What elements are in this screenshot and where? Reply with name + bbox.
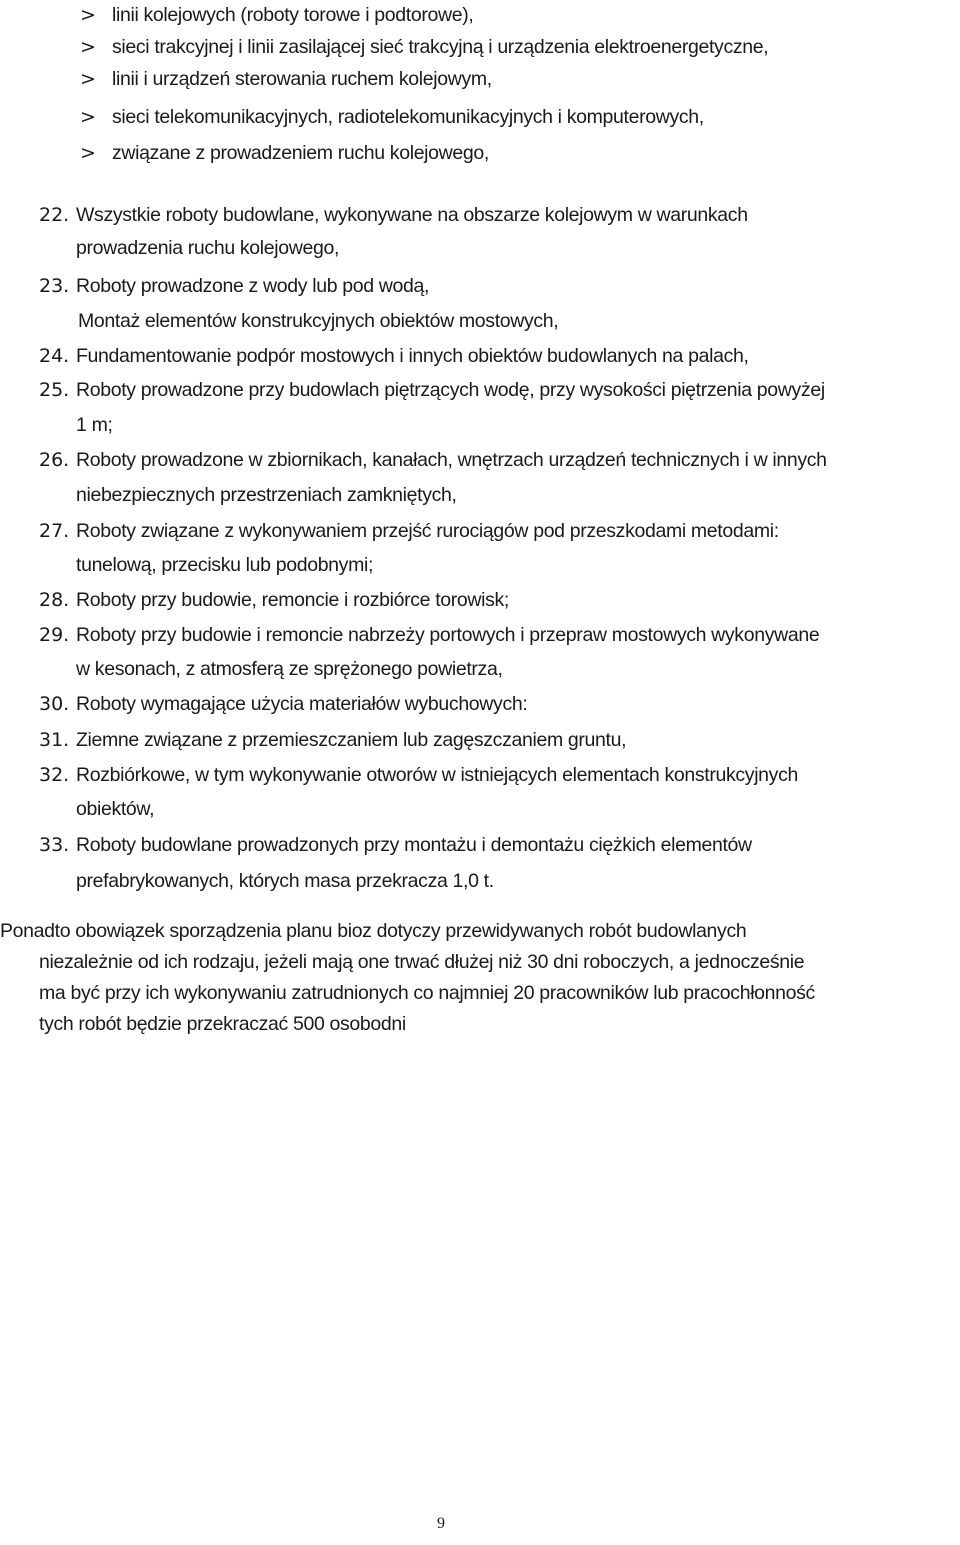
item-number: 30. bbox=[39, 693, 70, 715]
item-text: obiektów, bbox=[76, 798, 155, 820]
item-text: Roboty przy budowie, remoncie i rozbiórce torowisk; bbox=[76, 589, 510, 611]
item-number: 23. bbox=[39, 275, 70, 297]
page-number-text: 9 bbox=[437, 1515, 445, 1532]
item-number: 25. bbox=[39, 379, 70, 401]
bullet-item bbox=[80, 0, 473, 30]
bullet-marker: > bbox=[80, 68, 96, 90]
item-text: 1 m; bbox=[76, 414, 113, 436]
item-text: prowadzenia ruchu kolejowego, bbox=[76, 237, 340, 259]
item-text: Roboty wymagające użycia materiałów wybuchowych: bbox=[76, 693, 528, 715]
bullet-item bbox=[80, 32, 768, 62]
item-text: niebezpiecznych przestrzeniach zamkniętych, bbox=[76, 484, 457, 506]
bullet-item bbox=[80, 138, 489, 168]
item-number: 29. bbox=[39, 624, 70, 646]
bullet-marker: > bbox=[80, 4, 96, 26]
item-text: Rozbiórkowe, w tym wykonywanie otworów w istniejących elementach konstrukcyjnych bbox=[76, 764, 798, 786]
bullet-marker: > bbox=[80, 106, 96, 128]
item-text: Roboty przy budowie i remoncie nabrzeży portowych i przepraw mostowych wykonywane bbox=[76, 624, 820, 646]
item-number: 33. bbox=[39, 834, 70, 856]
item-text: Roboty prowadzone z wody lub pod wodą, bbox=[76, 275, 430, 297]
paragraph-line: tych robót będzie przekraczać 500 osobodni bbox=[39, 1013, 406, 1035]
item-text: Roboty związane z wykonywaniem przejść rurociągów pod przeszkodami metodami: bbox=[76, 520, 779, 542]
item-number: 22. bbox=[39, 204, 70, 226]
item-text: Fundamentowanie podpór mostowych i innych obiektów budowlanych na palach, bbox=[76, 345, 749, 367]
paragraph-line: ma być przy ich wykonywaniu zatrudnionych co najmniej 20 pracowników lub pracochłonność bbox=[39, 982, 815, 1004]
item-number: 27. bbox=[39, 520, 70, 542]
item-number: 26. bbox=[39, 449, 70, 471]
item-number: 28. bbox=[39, 589, 70, 611]
item-text: Roboty prowadzone w zbiornikach, kanałach, wnętrzach urządzeń technicznych i w innych bbox=[76, 449, 827, 471]
item-number: 31. bbox=[39, 729, 70, 751]
bullet-text: linii i urządzeń sterowania ruchem kolejowym, bbox=[112, 68, 492, 90]
item-text: Wszystkie roboty budowlane, wykonywane na obszarze kolejowym w warunkach bbox=[76, 204, 748, 226]
item-text: prefabrykowanych, których masa przekracza 1,0 t. bbox=[76, 870, 494, 892]
bullet-text: sieci trakcyjnej i linii zasilającej sieć trakcyjną i urządzenia elektroenergetyczne, bbox=[112, 36, 769, 58]
bullet-text: związane z prowadzeniem ruchu kolejowego, bbox=[112, 142, 489, 164]
paragraph-line: Ponadto obowiązek sporządzenia planu bioz dotyczy przewidywanych robót budowlanych bbox=[0, 920, 747, 942]
item-number: 32. bbox=[39, 764, 70, 786]
bullet-marker: > bbox=[80, 36, 96, 58]
item-text: tunelową, przecisku lub podobnymi; bbox=[76, 554, 374, 576]
bullet-text: linii kolejowych (roboty torowe i podtorowe), bbox=[112, 4, 474, 26]
bullet-marker: > bbox=[80, 142, 96, 164]
item-text: Roboty budowlane prowadzonych przy montażu i demontażu ciężkich elementów bbox=[76, 834, 752, 856]
item-text: Roboty prowadzone przy budowlach piętrzących wodę, przy wysokości piętrzenia powyżej bbox=[76, 379, 825, 401]
item-subtext: Montaż elementów konstrukcyjnych obiektów mostowych, bbox=[78, 310, 559, 332]
item-text: w kesonach, z atmosferą ze sprężonego powietrza, bbox=[76, 658, 503, 680]
item-text: Ziemne związane z przemieszczaniem lub zagęszczaniem gruntu, bbox=[76, 729, 627, 751]
item-number: 24. bbox=[39, 345, 70, 367]
bullet-item bbox=[80, 102, 704, 132]
paragraph-line: niezależnie od ich rodzaju, jeżeli mają one trwać dłużej niż 30 dni roboczych, a jednocześnie bbox=[39, 951, 805, 973]
bullet-item bbox=[80, 64, 492, 94]
bullet-text: sieci telekomunikacyjnych, radiotelekomunikacyjnych i komputerowych, bbox=[112, 106, 704, 128]
page-number bbox=[0, 1515, 960, 1533]
